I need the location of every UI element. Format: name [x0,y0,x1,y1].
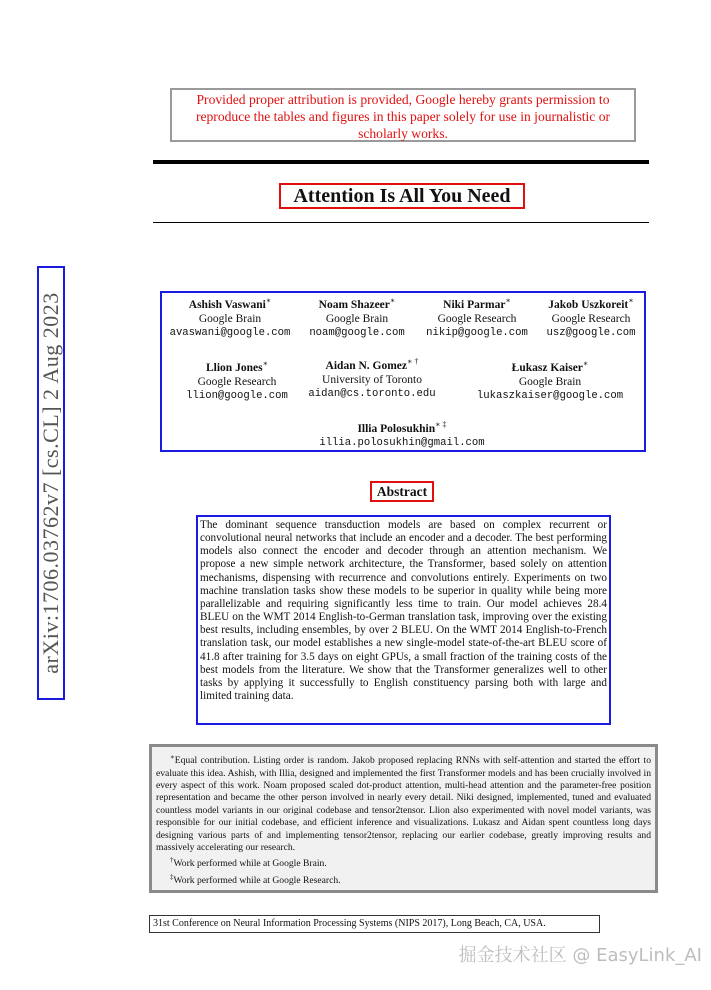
author-card [292,418,512,450]
footnote-text: Work performed while at Google Research. [173,875,341,887]
author-affiliation: Google Brain [198,312,262,325]
author-mark: ∗ [582,359,589,368]
footnote-brain [156,854,651,871]
author-affiliation: Google Research [551,312,631,325]
author-mark: ∗ † [407,357,419,366]
author-block [160,291,646,452]
abstract-body: The dominant sequence transduction models are based on complex recurrent or convolutional neural networks that include an encoder and a decoder. The best performing models also connect the encoder and decoder through an attention mechanism. We propose a new simple network architecture, the Transformer, based solely on attention mechanisms, dispensing with recurrence and convolutions entirely. Experiments on two machine translation tasks show these models to be superior in quality while being more parallelizable and requiring significantly less time to train. Our model achieves 28.4 BLEU on the WMT 2014 English-to-German translation task, improving over the existing best results, including ensembles, by over 2 BLEU. On the WMT 2014 English-to-French translation task, our model establishes a new single-model state-of-the-art BLEU score of 41.8 after training for 3.5 days on eight GPUs, a small fraction of the training costs of the best models from the literature. We show that the Transformer generalizes well to other tasks by applying it successfully to English constituency parsing both with large and limited training data. [196,515,611,725]
author-name: Niki Parmar [443,298,506,311]
author-email: illia.polosukhin@gmail.com [319,436,485,449]
footnote-research [156,871,651,888]
author-email: usz@google.com [546,326,636,339]
author-card [165,294,295,340]
author-mark: ∗ [505,296,511,305]
footnote-mark: † [170,856,174,865]
author-card [535,294,647,340]
author-affiliation: University of Toronto [322,373,422,386]
author-email: avaswani@google.com [169,326,291,339]
footnote-mark: ‡ [170,873,174,882]
author-email: aidan@cs.toronto.edu [308,387,436,400]
author-mark: ∗ [265,296,272,305]
author-name: Łukasz Kaiser [511,361,583,374]
author-email: llion@google.com [186,389,288,402]
conference-footer: 31st Conference on Neural Information Processing Systems (NIPS 2017), Long Beach, CA, USA. [149,915,600,933]
author-name: Ashish Vaswani [188,298,266,311]
author-mark: ∗ ‡ [435,420,447,429]
author-mark: ∗ [628,296,634,305]
author-affiliation: Google Research [437,312,517,325]
arxiv-sidebar [37,266,65,700]
footnote-box [149,744,658,893]
author-affiliation: Google Brain [518,375,582,388]
author-name: Jakob Uszkoreit [548,298,629,311]
footnote-mark: ∗ [170,753,175,761]
footnote-text: Equal contribution. Listing order is random. Jakob proposed replacing RNNs with self-attention and started the effort to evaluate this idea. Ashish, with Illia, designed and implemented the first Transformer models and has been crucially involved in every aspect of this work. Noam proposed scaled dot-product attention, multi-head attention and the parameter-free position representation and became the other person involved in nearly every detail. Niki designed, implemented, tuned and evaluated countless model variants in our original codebase and tensor2tensor. Llion also experimented with novel model variants, was responsible for our initial codebase, and efficient inference and visualizations. Lukasz and Aidan spent countless long days designing various parts of and implementing tensor2tensor, replacing our earlier codebase, greatly improving results and massively accelerating our research. [156,755,651,854]
author-card [413,294,541,340]
author-email: nikip@google.com [426,326,528,339]
paper-title: Attention Is All You Need [279,183,525,209]
author-mark: ∗ [389,296,396,305]
author-name: Llion Jones [206,361,263,374]
title-top-rule [153,160,649,164]
author-email: lukaszkaiser@google.com [476,389,624,402]
author-card [172,357,302,403]
author-card [462,357,638,403]
site-watermark: 掘金技术社区 @ EasyLink_AI [458,945,702,966]
permission-notice: Provided proper attribution is provided, Google hereby grants permission to reproduce the tables and figures in this paper solely for use in journalistic or scholarly works. [170,88,636,142]
arxiv-identifier: arXiv:1706.03762v7 [cs.CL] 2 Aug 2023 [38,292,63,674]
title-bottom-rule [153,222,649,223]
author-name: Illia Polosukhin [357,422,436,435]
author-email: noam@google.com [309,326,405,339]
author-card [297,355,447,401]
author-card [292,294,422,340]
author-affiliation: Google Brain [325,312,389,325]
footnote-contribution [156,751,651,854]
author-name: Noam Shazeer [318,298,390,311]
footnote-text: Work performed while at Google Brain. [173,858,327,870]
author-affiliation: Google Research [197,375,277,388]
author-mark: ∗ [262,359,268,368]
author-name: Aidan N. Gomez [325,359,408,372]
abstract-heading: Abstract [370,481,434,502]
